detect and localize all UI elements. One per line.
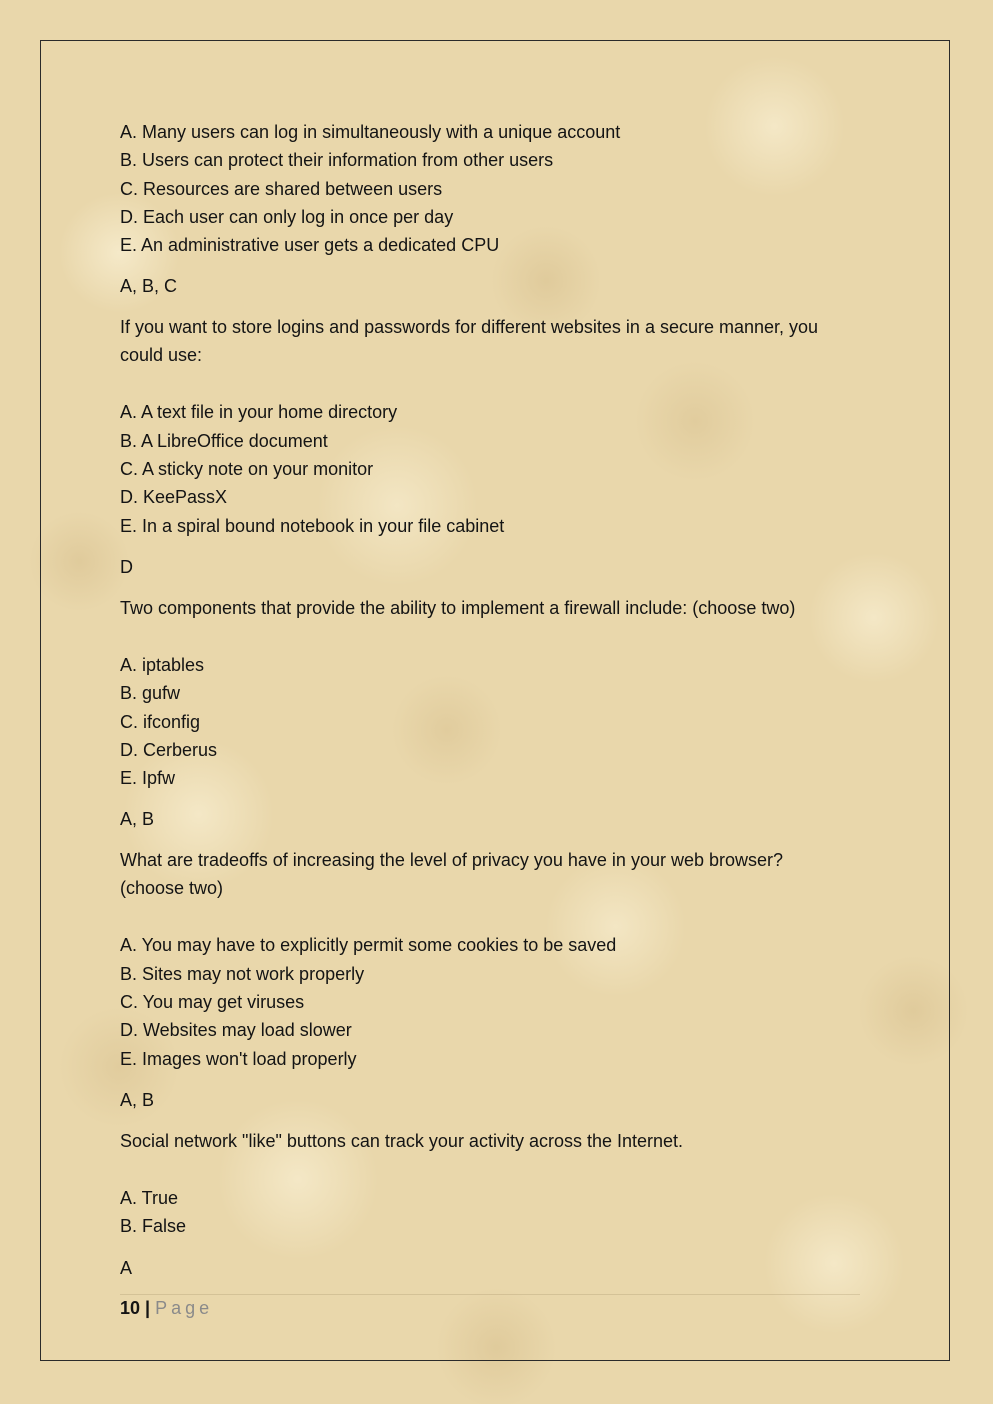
question-block-3 (120, 594, 880, 833)
answer-option: B. Sites may not work properly (120, 963, 365, 984)
answer-option: B. A LibreOffice document (120, 430, 328, 451)
correct-answer: A, B (120, 809, 155, 830)
correct-answer: A, B, C (120, 276, 178, 297)
answer-option: C. ifconfig (120, 711, 201, 732)
correct-answer: A, B (120, 1089, 155, 1110)
answer-option: D. Each user can only log in once per day (120, 206, 454, 227)
answer-option: B. False (120, 1216, 187, 1237)
correct-answer: A (120, 1257, 133, 1278)
page-separator: | (140, 1298, 156, 1318)
answer-options (120, 118, 880, 259)
question-block-4 (120, 846, 880, 1113)
answer-option: A. iptables (120, 654, 205, 675)
answer-option: C. You may get viruses (120, 992, 305, 1013)
answer-option: D. KeePassX (120, 487, 228, 508)
answer-option: A. Many users can log in simultaneously with a unique account (120, 122, 621, 142)
question-text: If you want to store logins and passwords for different websites in a secure manner, you could use: (120, 317, 819, 366)
question-block-1 (120, 118, 880, 300)
answer-option: A. You may have to explicitly permit some cookies to be saved (120, 935, 617, 956)
question-text: What are tradeoffs of increasing the level of privacy you have in your web browser? (choose two) (120, 850, 784, 899)
answer-option: E. Images won't load properly (120, 1048, 357, 1069)
answer-options (120, 398, 880, 539)
answer-options (120, 1184, 880, 1241)
answer-option: B. gufw (120, 683, 181, 704)
question-text: Two components that provide the ability to implement a firewall include: (choose two) (120, 597, 796, 618)
answer-options (120, 651, 880, 792)
answer-option: C. Resources are shared between users (120, 178, 443, 199)
question-block-2 (120, 313, 880, 580)
answer-option: E. In a spiral bound notebook in your file cabinet (120, 515, 505, 536)
page-label: Page (155, 1298, 214, 1318)
answer-options (120, 931, 880, 1072)
page-number: 10 (120, 1298, 141, 1318)
answer-option: D. Cerberus (120, 739, 218, 760)
answer-option: E. An administrative user gets a dedicated CPU (120, 235, 500, 256)
page-content (120, 118, 880, 1282)
page-footer (120, 1294, 860, 1321)
answer-option: C. A sticky note on your monitor (120, 459, 374, 480)
answer-option: A. A text file in your home directory (120, 402, 398, 423)
answer-option: A. True (120, 1187, 179, 1208)
answer-option: D. Websites may load slower (120, 1020, 352, 1041)
correct-answer: D (120, 556, 133, 577)
answer-option: B. Users can protect their information from other users (120, 150, 554, 171)
answer-option: E. Ipfw (120, 768, 176, 789)
question-text: Social network "like" buttons can track your activity across the Internet. (120, 1130, 684, 1151)
question-block-5 (120, 1127, 880, 1282)
